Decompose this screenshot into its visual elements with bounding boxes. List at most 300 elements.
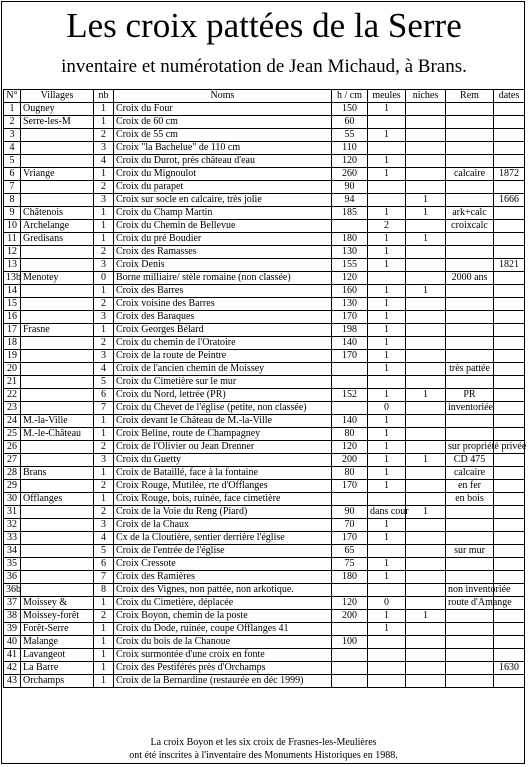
cell-height: 80	[332, 428, 368, 441]
cell-number: 38	[4, 610, 21, 623]
cell-village: Offlanges	[21, 493, 94, 506]
cell-number: 15	[4, 298, 21, 311]
cell-nb: 3	[94, 350, 114, 363]
table-row	[4, 558, 525, 571]
cell-height	[332, 220, 368, 233]
cell-village: Menotey	[21, 272, 94, 285]
header-col-rem: Rem	[446, 90, 494, 103]
header-row	[4, 90, 525, 103]
cell-number: 18	[4, 337, 21, 350]
cell-village	[21, 571, 94, 584]
table-row	[4, 480, 525, 493]
cell-meules: 1	[368, 350, 406, 363]
cell-meules: 1	[368, 129, 406, 142]
table-row	[4, 116, 525, 129]
cell-village	[21, 350, 94, 363]
cell-meules: 1	[368, 233, 406, 246]
footer-line: ont été inscrites à l'inventaire des Monuments Historiques en 1988.	[129, 750, 398, 761]
cell-height: 260	[332, 168, 368, 181]
cell-meules: 1	[368, 415, 406, 428]
cell-meules: 1	[368, 623, 406, 636]
cell-number: 26	[4, 441, 21, 454]
cell-meules	[368, 272, 406, 285]
cell-village: M.-le-Château	[21, 428, 94, 441]
cell-remark	[446, 142, 494, 155]
cell-meules	[368, 662, 406, 675]
cell-niches: 1	[406, 454, 446, 467]
cell-village	[21, 480, 94, 493]
cell-village	[21, 142, 94, 155]
cell-nb: 3	[94, 142, 114, 155]
cell-height: 130	[332, 246, 368, 259]
cell-niches	[406, 116, 446, 129]
cell-name: Croix des Baraques	[114, 311, 332, 324]
cell-remark	[446, 155, 494, 168]
cell-niches	[406, 246, 446, 259]
cell-height: 170	[332, 532, 368, 545]
cell-village: Frasne	[21, 324, 94, 337]
cell-nb: 3	[94, 311, 114, 324]
header-col-niches: niches	[406, 90, 446, 103]
cell-remark	[446, 506, 494, 519]
cell-village	[21, 155, 94, 168]
cell-meules: 1	[368, 259, 406, 272]
cell-village	[21, 389, 94, 402]
cell-niches	[406, 441, 446, 454]
cell-village	[21, 545, 94, 558]
cell-meules: 1	[368, 519, 406, 532]
cell-height	[332, 584, 368, 597]
cell-niches	[406, 571, 446, 584]
cell-nb: 1	[94, 428, 114, 441]
cell-date	[494, 636, 525, 649]
cell-height: 155	[332, 259, 368, 272]
cell-remark	[446, 571, 494, 584]
cell-village: La Barre	[21, 662, 94, 675]
cell-name: Croix surmontée d'une croix en fonte	[114, 649, 332, 662]
cell-date	[494, 103, 525, 116]
cell-nb: 1	[94, 285, 114, 298]
cell-number: 24	[4, 415, 21, 428]
table-row	[4, 246, 525, 259]
cell-name: Croix des Ramasses	[114, 246, 332, 259]
cell-number: 39	[4, 623, 21, 636]
cell-date	[494, 480, 525, 493]
cell-niches	[406, 623, 446, 636]
cell-height: 200	[332, 454, 368, 467]
cell-niches	[406, 675, 446, 688]
cell-remark: non inventoriée	[446, 584, 494, 597]
table-row	[4, 519, 525, 532]
cell-number: 8	[4, 194, 21, 207]
cell-name: Croix du Durot, près château d'eau	[114, 155, 332, 168]
cell-name: Croix de l'ancien chemin de Moissey	[114, 363, 332, 376]
table-row	[4, 623, 525, 636]
cell-date	[494, 389, 525, 402]
cell-village	[21, 558, 94, 571]
cell-name: Croix de la route de Peintre	[114, 350, 332, 363]
cell-height: 150	[332, 103, 368, 116]
cell-height	[332, 649, 368, 662]
cell-meules: 0	[368, 597, 406, 610]
cell-date	[494, 506, 525, 519]
cell-niches	[406, 168, 446, 181]
cell-height: 170	[332, 350, 368, 363]
cell-remark	[446, 649, 494, 662]
cell-name: Croix Rouge, Mutilée, rte d'Offlanges	[114, 480, 332, 493]
cell-niches	[406, 376, 446, 389]
cell-niches	[406, 337, 446, 350]
cell-meules: 1	[368, 532, 406, 545]
table-row	[4, 584, 525, 597]
footer-line: La croix Boyon et les six croix de Frasnes-les-Meulières	[150, 737, 377, 748]
cell-height: 185	[332, 207, 368, 220]
cell-name: Croix de la Voie du Reng (Piard)	[114, 506, 332, 519]
cell-height: 94	[332, 194, 368, 207]
cell-number: 35	[4, 558, 21, 571]
table-row	[4, 493, 525, 506]
cell-name: Croix de 55 cm	[114, 129, 332, 142]
cell-meules: 1	[368, 324, 406, 337]
cell-remark	[446, 181, 494, 194]
cell-date	[494, 649, 525, 662]
cell-nb: 1	[94, 415, 114, 428]
table-body	[4, 103, 525, 688]
inventory-table	[3, 89, 525, 688]
cell-number: 12	[4, 246, 21, 259]
cell-nb: 2	[94, 480, 114, 493]
cell-meules: 1	[368, 103, 406, 116]
cell-date	[494, 675, 525, 688]
cell-village: Moissey &	[21, 597, 94, 610]
cell-height	[332, 662, 368, 675]
cell-date	[494, 116, 525, 129]
cell-number: 19	[4, 350, 21, 363]
cell-village	[21, 311, 94, 324]
cell-niches	[406, 636, 446, 649]
cell-remark	[446, 337, 494, 350]
cell-nb: 0	[94, 272, 114, 285]
cell-remark	[446, 675, 494, 688]
cell-height: 170	[332, 311, 368, 324]
cell-height: 75	[332, 558, 368, 571]
cell-village	[21, 246, 94, 259]
cell-name: Croix du Four	[114, 103, 332, 116]
cell-height: 110	[332, 142, 368, 155]
cell-remark: inventoriée	[446, 402, 494, 415]
cell-village	[21, 376, 94, 389]
cell-remark	[446, 350, 494, 363]
cell-nb: 1	[94, 467, 114, 480]
cell-date: 1821	[494, 259, 525, 272]
cell-remark: sur propriété privée	[446, 441, 494, 454]
cell-date	[494, 623, 525, 636]
cell-height: 120	[332, 272, 368, 285]
cell-name: Croix Denis	[114, 259, 332, 272]
cell-date	[494, 571, 525, 584]
cell-name: Croix du Cimetière, déplacée	[114, 597, 332, 610]
cell-niches	[406, 649, 446, 662]
cell-village: Châtenois	[21, 207, 94, 220]
cell-date	[494, 493, 525, 506]
cell-niches	[406, 272, 446, 285]
cell-number: 37	[4, 597, 21, 610]
cell-niches: 1	[406, 389, 446, 402]
cell-nb: 3	[94, 454, 114, 467]
cell-meules: 1	[368, 246, 406, 259]
cell-date	[494, 246, 525, 259]
cell-name: Croix de l'Olivier ou Jean Drenner	[114, 441, 332, 454]
cell-meules: 1	[368, 558, 406, 571]
table-row	[4, 103, 525, 116]
cell-nb: 1	[94, 493, 114, 506]
cell-name: Croix Georges Bélard	[114, 324, 332, 337]
cell-date	[494, 220, 525, 233]
table-row	[4, 636, 525, 649]
cell-niches: 1	[406, 194, 446, 207]
cell-remark	[446, 636, 494, 649]
cell-meules: dans cour	[368, 506, 406, 519]
cell-date	[494, 311, 525, 324]
cell-niches	[406, 519, 446, 532]
cell-niches	[406, 311, 446, 324]
cell-height: 70	[332, 519, 368, 532]
cell-height: 90	[332, 506, 368, 519]
table-row	[4, 233, 525, 246]
cell-height: 140	[332, 337, 368, 350]
cell-village: Forêt-Serre	[21, 623, 94, 636]
table-row	[4, 454, 525, 467]
cell-nb: 7	[94, 402, 114, 415]
cell-date	[494, 610, 525, 623]
cell-meules	[368, 636, 406, 649]
cell-nb: 4	[94, 363, 114, 376]
cell-village	[21, 402, 94, 415]
table-row	[4, 363, 525, 376]
cell-number: 41	[4, 649, 21, 662]
cell-name: Croix du pré Boudier	[114, 233, 332, 246]
cell-meules	[368, 181, 406, 194]
cell-nb: 8	[94, 584, 114, 597]
cell-meules: 1	[368, 480, 406, 493]
cell-village: M.-la-Ville	[21, 415, 94, 428]
cell-number: 43	[4, 675, 21, 688]
table-row	[4, 649, 525, 662]
cell-remark	[446, 428, 494, 441]
cell-village	[21, 454, 94, 467]
cell-name: Croix Cressote	[114, 558, 332, 571]
cell-height: 180	[332, 233, 368, 246]
cell-niches	[406, 597, 446, 610]
table-row	[4, 415, 525, 428]
cell-height	[332, 363, 368, 376]
cell-village	[21, 519, 94, 532]
footer-note	[3, 736, 524, 762]
cell-village: Brans	[21, 467, 94, 480]
table-row	[4, 168, 525, 181]
cell-name: Croix du Cimetière sur le mur	[114, 376, 332, 389]
cell-meules: 1	[368, 285, 406, 298]
cell-niches: 1	[406, 233, 446, 246]
cell-date	[494, 402, 525, 415]
cell-nb: 5	[94, 376, 114, 389]
cell-remark: 2000 ans	[446, 272, 494, 285]
cell-nb: 2	[94, 246, 114, 259]
cell-nb: 2	[94, 610, 114, 623]
cell-remark: en bois	[446, 493, 494, 506]
cell-niches: 1	[406, 207, 446, 220]
cell-number: 31	[4, 506, 21, 519]
cell-nb: 2	[94, 181, 114, 194]
cell-meules	[368, 142, 406, 155]
cell-name: Borne milliaire/ stèle romaine (non classée)	[114, 272, 332, 285]
table-row	[4, 350, 525, 363]
cell-remark	[446, 558, 494, 571]
cell-nb: 5	[94, 545, 114, 558]
cell-date	[494, 285, 525, 298]
table-row	[4, 402, 525, 415]
cell-number: 32	[4, 519, 21, 532]
cell-niches	[406, 103, 446, 116]
cell-nb: 6	[94, 389, 114, 402]
cell-date	[494, 142, 525, 155]
cell-date: 1630	[494, 662, 525, 675]
cell-date	[494, 129, 525, 142]
cell-niches	[406, 467, 446, 480]
cell-village: Gredisans	[21, 233, 94, 246]
cell-village	[21, 285, 94, 298]
table-row	[4, 441, 525, 454]
cell-height: 90	[332, 181, 368, 194]
cell-meules: 1	[368, 207, 406, 220]
cell-niches	[406, 428, 446, 441]
cell-remark: en fer	[446, 480, 494, 493]
cell-remark: PR	[446, 389, 494, 402]
cell-village	[21, 298, 94, 311]
cell-number: 5	[4, 155, 21, 168]
cell-height: 120	[332, 155, 368, 168]
cell-date	[494, 337, 525, 350]
cell-remark	[446, 285, 494, 298]
cell-height: 170	[332, 480, 368, 493]
cell-village	[21, 532, 94, 545]
cell-remark	[446, 662, 494, 675]
cell-date	[494, 207, 525, 220]
cell-number: 10	[4, 220, 21, 233]
cell-height: 152	[332, 389, 368, 402]
cell-meules	[368, 675, 406, 688]
cell-remark: très pattée	[446, 363, 494, 376]
cell-remark	[446, 194, 494, 207]
cell-remark	[446, 233, 494, 246]
cell-name: Croix de la Bernardine (restaurée en déc 1999)	[114, 675, 332, 688]
cell-name: Croix du Nord, lettrée (PR)	[114, 389, 332, 402]
cell-niches	[406, 545, 446, 558]
cell-date	[494, 454, 525, 467]
cell-niches	[406, 142, 446, 155]
cell-remark	[446, 259, 494, 272]
cell-meules: 2	[368, 220, 406, 233]
cell-meules	[368, 493, 406, 506]
cell-nb: 1	[94, 103, 114, 116]
cell-number: 4	[4, 142, 21, 155]
cell-remark	[446, 519, 494, 532]
cell-date	[494, 532, 525, 545]
cell-number: 13b	[4, 272, 21, 285]
cell-date	[494, 155, 525, 168]
cell-niches	[406, 350, 446, 363]
cell-date	[494, 558, 525, 571]
cell-name: Croix du Dode, ruinée, coupe Offlanges 41	[114, 623, 332, 636]
cell-date	[494, 272, 525, 285]
cell-nb: 1	[94, 168, 114, 181]
cell-village: Lavangeot	[21, 649, 94, 662]
cell-number: 23	[4, 402, 21, 415]
cell-name: Croix des Barres	[114, 285, 332, 298]
cell-village	[21, 259, 94, 272]
table-row	[4, 389, 525, 402]
header-col-dates: dates	[494, 90, 525, 103]
cell-niches	[406, 402, 446, 415]
cell-name: Croix voisine des Barres	[114, 298, 332, 311]
table-row	[4, 506, 525, 519]
table-row	[4, 311, 525, 324]
cell-height: 160	[332, 285, 368, 298]
cell-meules	[368, 116, 406, 129]
cell-village: Malange	[21, 636, 94, 649]
cell-village	[21, 194, 94, 207]
cell-date	[494, 376, 525, 389]
cell-niches	[406, 415, 446, 428]
cell-height	[332, 493, 368, 506]
table-row	[4, 259, 525, 272]
cell-number: 2	[4, 116, 21, 129]
cell-nb: 2	[94, 506, 114, 519]
cell-nb: 2	[94, 337, 114, 350]
cell-height: 100	[332, 636, 368, 649]
table-row	[4, 129, 525, 142]
cell-number: 40	[4, 636, 21, 649]
cell-remark	[446, 623, 494, 636]
cell-name: Croix du Chevet de l'église (petite, non classée)	[114, 402, 332, 415]
cell-remark: croixcalc	[446, 220, 494, 233]
cell-meules: 1	[368, 571, 406, 584]
cell-nb: 2	[94, 298, 114, 311]
cell-village: Vriange	[21, 168, 94, 181]
cell-niches	[406, 662, 446, 675]
cell-nb: 1	[94, 220, 114, 233]
cell-nb: 3	[94, 259, 114, 272]
cell-niches	[406, 584, 446, 597]
table-row	[4, 675, 525, 688]
cell-nb: 1	[94, 675, 114, 688]
cell-number: 13	[4, 259, 21, 272]
cell-name: Croix des Vignes, non pattée, non arkotique.	[114, 584, 332, 597]
cell-village: Orchamps	[21, 675, 94, 688]
table-row	[4, 610, 525, 623]
cell-remark	[446, 103, 494, 116]
cell-name: Croix "la Bachelue" de 110 cm	[114, 142, 332, 155]
table-row	[4, 272, 525, 285]
cell-number: 21	[4, 376, 21, 389]
cell-niches	[406, 324, 446, 337]
cell-number: 11	[4, 233, 21, 246]
cell-date	[494, 350, 525, 363]
table-row	[4, 532, 525, 545]
cell-niches	[406, 181, 446, 194]
cell-number: 33	[4, 532, 21, 545]
cell-meules: 1	[368, 337, 406, 350]
